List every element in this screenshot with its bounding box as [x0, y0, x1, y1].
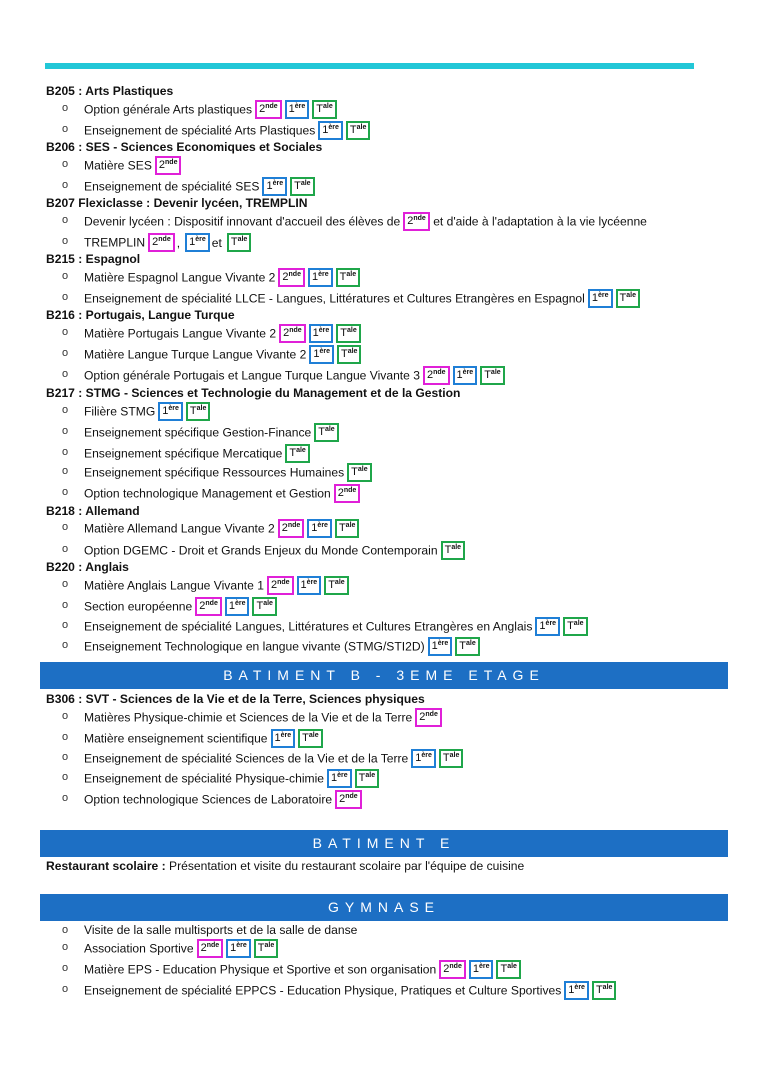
room-heading-text: B217 : STMG - Sciences et Technologie du Management et de la Gestion: [46, 386, 461, 400]
premiere-badge: 1ère: [564, 981, 589, 1000]
room-heading-text: B220 : Anglais: [46, 560, 129, 574]
list-item-text: Enseignement de spécialité Arts Plastiques: [84, 123, 316, 138]
room-heading-text: Restaurant scolaire :: [46, 859, 166, 873]
terminale-badge: $T^{ale}$: [186, 402, 210, 421]
list-item: [84, 730, 323, 749]
terminale-badge: $T^{ale}$: [336, 324, 360, 343]
list-item: [84, 424, 339, 443]
room-heading: [46, 560, 129, 574]
list-item-text: Matière Langue Turque Langue Vivante 2: [84, 347, 307, 362]
list-item-text: Option technologique Management et Gestion: [84, 486, 331, 501]
terminale-badge: $T^{ale}$: [227, 233, 251, 252]
seconde-badge: 2nde: [197, 939, 224, 958]
seconde-badge: 2nde: [439, 960, 466, 979]
list-item-text: Devenir lycéen : Dispositif innovant d'accueil des élèves de: [84, 214, 401, 229]
seconde-badge: 2nde: [148, 233, 175, 252]
seconde-badge: 2nde: [415, 708, 442, 727]
terminale-badge: $T^{ale}$: [346, 121, 370, 140]
bullet-icon: o: [62, 792, 69, 804]
list-item-text: Enseignement Technologique en langue vivante (STMG/STI2D): [84, 639, 425, 654]
room-heading: [46, 859, 524, 873]
bullet-icon: o: [62, 710, 69, 722]
terminale-badge: $T^{ale}$: [480, 366, 504, 385]
list-item-text: Enseignement de spécialité LLCE - Langues, Littératures et Cultures Etrangères en Espagnol: [84, 291, 585, 306]
terminale-badge: $T^{ale}$: [314, 423, 338, 442]
list-item: [84, 464, 372, 483]
bullet-icon: o: [62, 179, 69, 191]
bullet-icon: o: [62, 962, 69, 974]
list-item-text: Matière Anglais Langue Vivante 1: [84, 578, 264, 593]
bullet-icon: o: [62, 639, 69, 651]
premiere-badge: 1ère: [285, 100, 310, 119]
list-item-text: Enseignement de spécialité Sciences de la Vie et de la Terre: [84, 751, 409, 766]
premiere-badge: 1ère: [309, 345, 334, 364]
terminale-badge: $T^{ale}$: [285, 444, 309, 463]
list-item: [84, 403, 210, 422]
room-heading-text: B207 Flexiclasse : Devenir lycéen, TREMPLIN: [46, 196, 308, 210]
room-heading: [46, 140, 322, 154]
terminale-badge: $T^{ale}$: [563, 617, 587, 636]
terminale-badge: $T^{ale}$: [455, 637, 479, 656]
premiere-badge: 1ère: [308, 268, 333, 287]
bullet-icon: o: [62, 941, 69, 953]
list-item: [84, 638, 480, 657]
seconde-badge: 2nde: [279, 324, 306, 343]
seconde-badge: 2nde: [155, 156, 182, 175]
list-item-text: Visite de la salle multisports et de la salle de danse: [84, 923, 358, 937]
list-item-text: Matière SES: [84, 158, 152, 173]
bullet-icon: o: [62, 731, 69, 743]
seconde-badge: 2nde: [335, 790, 362, 809]
bullet-icon: o: [62, 425, 69, 437]
list-item: [84, 770, 379, 789]
list-item: [84, 367, 505, 386]
list-item-text: Filière STMG: [84, 404, 156, 419]
list-item: [84, 791, 362, 810]
room-heading-text: B206 : SES - Sciences Economiques et Sociales: [46, 140, 323, 154]
list-item: [84, 750, 463, 769]
bullet-icon: o: [62, 326, 69, 338]
list-item-text: TREMPLIN: [84, 235, 146, 250]
terminale-badge: $T^{ale}$: [312, 100, 336, 119]
seconde-badge: 2nde: [423, 366, 450, 385]
seconde-badge: 2nde: [255, 100, 282, 119]
room-heading-text: B306 : SVT - Sciences de la Vie et de la Terre, Sciences physiques: [46, 692, 425, 706]
list-item-text: Matières Physique-chimie et Sciences de la Vie et de la Terre: [84, 710, 413, 725]
band-batiment-e: BATIMENT E: [40, 830, 728, 857]
room-heading-text: B215 : Espagnol: [46, 252, 141, 266]
list-item: [84, 178, 315, 197]
list-item: [84, 520, 359, 539]
room-heading: [46, 386, 460, 400]
list-item-text: Section européenne: [84, 599, 193, 614]
bullet-icon: o: [62, 619, 69, 631]
bullet-icon: o: [62, 291, 69, 303]
bullet-icon: o: [62, 599, 69, 611]
list-item-text: Option technologique Sciences de Laboratoire: [84, 792, 333, 807]
room-heading: [46, 84, 173, 98]
list-item: [84, 213, 647, 232]
list-item-text: Enseignement spécifique Ressources Humaines: [84, 465, 345, 480]
premiere-badge: 1ère: [271, 729, 296, 748]
bullet-icon: o: [62, 771, 69, 783]
bullet-icon: o: [62, 521, 69, 533]
premiere-badge: 1ère: [411, 749, 436, 768]
bullet-icon: o: [62, 543, 69, 555]
bullet-icon: o: [62, 446, 69, 458]
premiere-badge: 1ère: [158, 402, 183, 421]
list-item-text: Option générale Arts plastiques: [84, 102, 253, 117]
list-item-text: Enseignement de spécialité EPPCS - Education Physique, Pratiques et Culture Sportives: [84, 983, 562, 998]
room-heading: [46, 308, 235, 322]
seconde-badge: 2nde: [267, 576, 294, 595]
terminale-badge: $T^{ale}$: [290, 177, 314, 196]
list-item: [84, 598, 277, 617]
list-item: [84, 122, 370, 141]
separator-text: et: [211, 235, 222, 250]
premiere-badge: 1ère: [535, 617, 560, 636]
room-heading-text: B218 : Allemand: [46, 504, 140, 518]
bullet-icon: o: [62, 158, 69, 170]
seconde-badge: 2nde: [278, 268, 305, 287]
premiere-badge: 1ère: [327, 769, 352, 788]
bullet-icon: o: [62, 235, 69, 247]
premiere-badge: 1ère: [588, 289, 613, 308]
terminale-badge: $T^{ale}$: [298, 729, 322, 748]
terminale-badge: $T^{ale}$: [254, 939, 278, 958]
premiere-badge: 1ère: [309, 324, 334, 343]
bullet-icon: o: [62, 983, 69, 995]
bullet-icon: o: [62, 924, 69, 936]
bullet-icon: o: [62, 214, 69, 226]
terminale-badge: $T^{ale}$: [337, 345, 361, 364]
list-item: [84, 709, 442, 728]
terminale-badge: $T^{ale}$: [347, 463, 371, 482]
list-item: [84, 325, 361, 344]
room-heading: [46, 252, 140, 266]
list-item-text: Enseignement de spécialité SES: [84, 179, 260, 194]
terminale-badge: $T^{ale}$: [252, 597, 276, 616]
list-item: [84, 157, 181, 176]
list-item-text: Option DGEMC - Droit et Grands Enjeux du Monde Contemporain: [84, 543, 438, 558]
list-item-text: Matière Allemand Langue Vivante 2: [84, 521, 275, 536]
list-item: [84, 577, 349, 596]
room-heading-text: B205 : Arts Plastiques: [46, 84, 174, 98]
list-item: [84, 290, 640, 309]
bullet-icon: o: [62, 404, 69, 416]
list-item-text: Matière Portugais Langue Vivante 2: [84, 326, 277, 341]
premiere-badge: 1ère: [318, 121, 343, 140]
separator-text: ,: [176, 235, 181, 250]
list-item: [84, 618, 588, 637]
premiere-badge: 1ère: [226, 939, 251, 958]
terminale-badge: $T^{ale}$: [496, 960, 520, 979]
premiere-badge: 1ère: [297, 576, 322, 595]
list-item-text: Enseignement spécifique Mercatique: [84, 446, 283, 461]
terminale-badge: $T^{ale}$: [355, 769, 379, 788]
list-item: [84, 234, 251, 253]
premiere-badge: 1ère: [469, 960, 494, 979]
terminale-badge: $T^{ale}$: [616, 289, 640, 308]
premiere-badge: 1ère: [185, 233, 210, 252]
list-item: [84, 961, 521, 980]
list-item-text: Matière Espagnol Langue Vivante 2: [84, 270, 276, 285]
bullet-icon: o: [62, 751, 69, 763]
seconde-badge: 2nde: [278, 519, 305, 538]
room-description: Présentation et visite du restaurant scolaire par l'équipe de cuisine: [165, 859, 525, 873]
list-item-text-after: et d'aide à l'adaptation à la vie lycéenne: [429, 214, 647, 229]
room-heading: [46, 196, 307, 210]
room-heading-text: B216 : Portugais, Langue Turque: [46, 308, 235, 322]
bullet-icon: o: [62, 368, 69, 380]
bullet-icon: o: [62, 123, 69, 135]
bullet-icon: o: [62, 270, 69, 282]
list-item-text: Enseignement spécifique Gestion-Finance: [84, 425, 312, 440]
room-heading: [46, 504, 140, 518]
list-item-text: Option générale Portugais et Langue Turque Langue Vivante 3: [84, 368, 420, 383]
list-item: [84, 940, 278, 959]
list-item: [84, 101, 337, 120]
band-batiment-b-3: BATIMENT B - 3EME ETAGE: [40, 662, 728, 689]
list-item-text: Matière EPS - Education Physique et Sportive et son organisation: [84, 962, 437, 977]
list-item: [84, 485, 360, 504]
terminale-badge: $T^{ale}$: [335, 519, 359, 538]
list-item-text: Association Sportive: [84, 941, 194, 956]
room-heading: [46, 692, 425, 706]
premiere-badge: 1ère: [262, 177, 287, 196]
list-item: [84, 269, 360, 288]
list-item: [84, 445, 310, 464]
premiere-badge: 1ère: [225, 597, 250, 616]
band-gymnase: GYMNASE: [40, 894, 728, 921]
terminale-badge: $T^{ale}$: [439, 749, 463, 768]
bullet-icon: o: [62, 578, 69, 590]
list-item-text: Matière enseignement scientifique: [84, 731, 268, 746]
list-item-text: Enseignement de spécialité Langues, Littératures et Cultures Etrangères en Anglais: [84, 619, 533, 634]
terminale-badge: $T^{ale}$: [324, 576, 348, 595]
terminale-badge: $T^{ale}$: [592, 981, 616, 1000]
seconde-badge: 2nde: [334, 484, 361, 503]
bullet-icon: o: [62, 486, 69, 498]
list-item: [84, 982, 616, 1001]
seconde-badge: 2nde: [195, 597, 222, 616]
premiere-badge: 1ère: [428, 637, 453, 656]
list-item: [84, 542, 465, 561]
bullet-icon: o: [62, 347, 69, 359]
bullet-icon: o: [62, 465, 69, 477]
bullet-icon: o: [62, 102, 69, 114]
premiere-badge: 1ère: [307, 519, 332, 538]
premiere-badge: 1ère: [453, 366, 478, 385]
list-item-text: Enseignement de spécialité Physique-chimie: [84, 771, 324, 786]
terminale-badge: $T^{ale}$: [441, 541, 465, 560]
list-item: [84, 923, 357, 937]
list-item: [84, 346, 361, 365]
terminale-badge: $T^{ale}$: [336, 268, 360, 287]
seconde-badge: 2nde: [403, 212, 430, 231]
